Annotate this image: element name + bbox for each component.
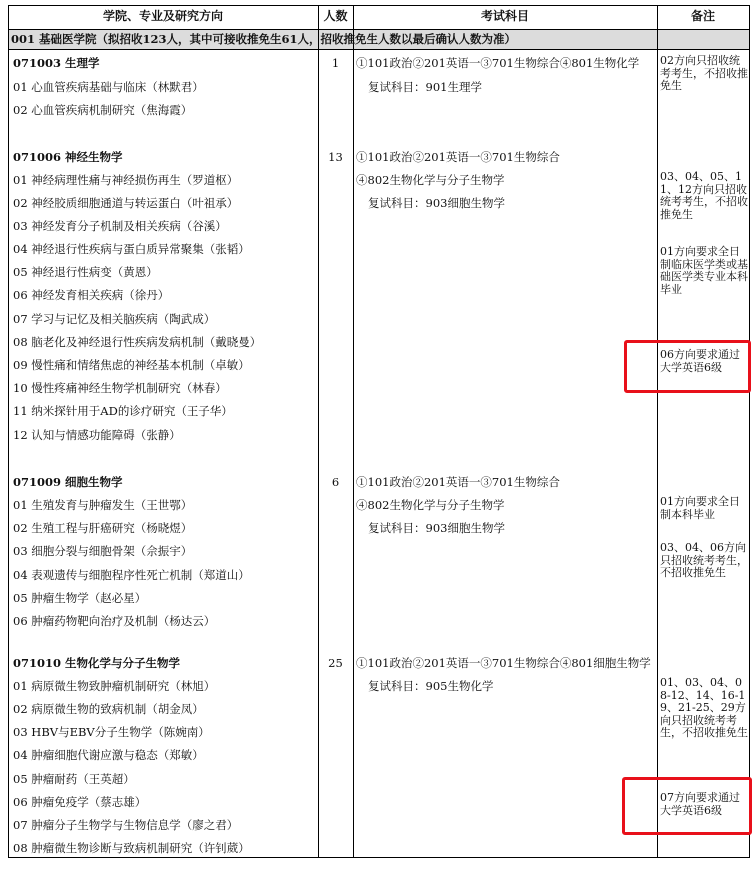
direction-item: 03 细胞分裂与细胞骨架（佘振宇） [13,544,193,558]
exam-subjects: ④802生物化学与分子生物学 [356,498,505,512]
col-divider-1 [318,5,319,858]
table-border-top [8,5,750,6]
remark-note: 03、04、05、11、12方向只招收统考考生，不招收推免生 [660,170,748,221]
table-border-bottom [8,857,750,858]
direction-item: 04 神经退行性疾病与蛋白质异常聚集（张韬） [13,242,250,256]
direction-item: 03 神经发育分子机制及相关疾病（谷溪） [13,219,227,233]
direction-item: 07 学习与记忆及相关脑疾病（陶武成） [13,312,216,326]
department-divider [8,49,750,50]
remark-note: 03、04、06方向只招收统考考生，不招收推免生 [660,541,748,580]
col-divider-3 [657,5,658,858]
retest-subject: 复试科目：903细胞生物学 [368,521,505,535]
direction-item: 06 肿瘤免疫学（蔡志雄） [13,795,147,809]
direction-item: 11 纳米探针用于AD的诊疗研究（王子华） [13,404,233,418]
direction-item: 04 肿瘤细胞代谢应激与稳态（郑敏） [13,748,204,762]
direction-item: 06 肿瘤药物靶向治疗及机制（杨达云） [13,614,216,628]
direction-item: 09 慢性痛和情绪焦虑的神经基本机制（卓敏） [13,358,250,372]
major-title: 071006 神经生物学 [13,150,123,164]
direction-item: 01 病原微生物致肿瘤机制研究（林旭） [13,679,216,693]
major-count: 25 [328,656,343,670]
remark-note: 01方向要求全日制临床医学类或基础医学类专业本科毕业 [660,245,748,296]
exam-subjects: ①101政治②201英语一③701生物综合④801细胞生物学 [356,656,651,670]
exam-subjects: ①101政治②201英语一③701生物综合④801生物化学 [356,56,640,70]
direction-item: 05 神经退行性病变（黄恩） [13,265,158,279]
header-col-direction: 学院、专业及研究方向 [102,9,223,23]
remark-note: 01、03、04、08-12、14、16-19、21-25、29方向只招收统考考生，不招收推免生 [660,676,748,740]
header-divider [8,29,750,30]
remark-note-highlighted: 06方向要求通过大学英语6级 [660,348,740,374]
major-count: 1 [331,56,340,70]
major-title: 071010 生物化学与分子生物学 [13,656,181,670]
direction-item: 01 生殖发育与肿瘤发生（王世鄂） [13,498,193,512]
direction-item: 01 心血管疾病基础与临床（林默君） [13,80,204,94]
remark-note: 02方向只招收统考考生，不招收推免生 [660,54,748,93]
department-title: 001 基础医学院（拟招收123人，其中可接收推免生61人，招收推免生人数以最后确认人数为准） [11,32,517,46]
major-count: 6 [331,475,340,489]
exam-subjects: ①101政治②201英语一③701生物综合 [356,475,560,489]
direction-item: 08 脑老化及神经退行性疾病发病机制（戴晓曼） [13,335,262,349]
header-col-count: 人数 [323,9,348,23]
direction-item: 01 神经病理性痛与神经损伤再生（罗道枢） [13,173,239,187]
direction-item: 10 慢性疼痛神经生物学机制研究（林春） [13,381,227,395]
exam-subjects: ①101政治②201英语一③701生物综合 [356,150,560,164]
remark-note-highlighted: 07方向要求通过大学英语6级 [660,791,740,817]
direction-item: 04 表观遗传与细胞程序性死亡机制（郑道山） [13,568,250,582]
retest-subject: 复试科目：903细胞生物学 [368,196,505,210]
header-col-exam: 考试科目 [480,9,529,23]
highlight-box [622,777,752,835]
direction-item: 02 生殖工程与肝癌研究（杨晓煜） [13,521,193,535]
col-divider-2 [353,5,354,858]
direction-item: 03 HBV与EBV分子生物学（陈婉南） [13,725,210,739]
direction-item: 02 心血管疾病机制研究（焦海霞） [13,103,193,117]
direction-item: 06 神经发育相关疾病（徐丹） [13,288,170,302]
major-title: 071003 生理学 [13,56,100,70]
retest-subject: 复试科目：901生理学 [368,80,482,94]
table-border-left [8,5,9,858]
major-count: 13 [328,150,343,164]
direction-item: 05 肿瘤耐药（王英超） [13,772,135,786]
highlight-box [624,340,751,393]
major-title: 071009 细胞生物学 [13,475,123,489]
table-border-right [749,5,750,858]
exam-subjects: ④802生物化学与分子生物学 [356,173,505,187]
remark-note: 01方向要求全日制本科毕业 [660,495,740,521]
direction-item: 02 神经胶质细胞通道与转运蛋白（叶祖承） [13,196,239,210]
direction-item: 08 肿瘤微生物诊断与致病机制研究（许钊葳） [13,841,250,855]
retest-subject: 复试科目：905生物化学 [368,679,494,693]
direction-item: 07 肿瘤分子生物学与生物信息学（廖之君） [13,818,239,832]
direction-item: 12 认知与情感功能障碍（张静） [13,428,181,442]
direction-item: 05 肿瘤生物学（赵必星） [13,591,147,605]
direction-item: 02 病原微生物的致病机制（胡金凤） [13,702,204,716]
header-col-notes: 备注 [690,9,715,23]
